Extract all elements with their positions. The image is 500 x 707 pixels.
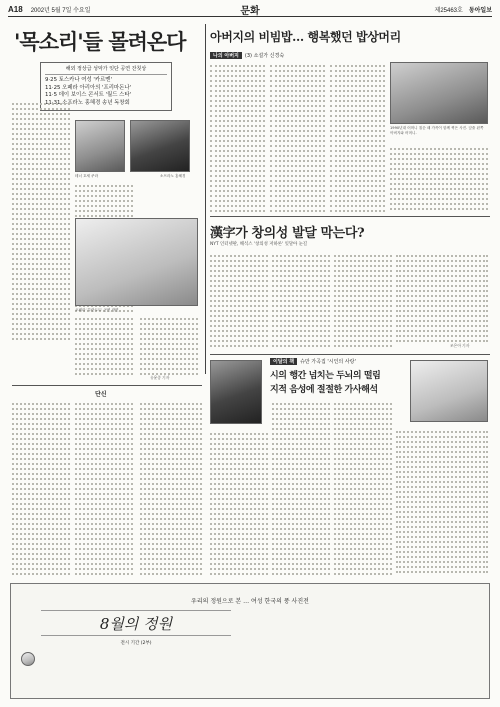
family-photo xyxy=(390,62,488,124)
science-subtitle: NYT 인터넷판, 해석스 '창의성 저하론' 잇달아 눈길 xyxy=(210,242,308,247)
lead-byline: 유윤종 기자 xyxy=(150,376,170,380)
section-divider xyxy=(12,385,202,386)
book-tag-label: 이달의 책 xyxy=(270,358,297,365)
science-byline: 조은아 기자 xyxy=(450,344,470,348)
feature-body-col3 xyxy=(330,62,385,212)
issue-date: 2002년 5월 7일 수요일 xyxy=(30,8,91,14)
opera-scene-photo xyxy=(75,218,198,306)
text-line xyxy=(334,570,392,575)
masthead xyxy=(8,3,492,17)
text-line xyxy=(12,335,70,340)
family-photo-caption: 1990년대 어머니 칠순 때 가족이 함께 찍은 사진. 앞줄 왼쪽 아버지와 어머니. xyxy=(390,126,484,135)
text-line xyxy=(396,337,488,342)
text-line xyxy=(140,370,198,375)
book-body-col1 xyxy=(210,430,268,575)
ad-info: 전시 기간 (2부) xyxy=(120,641,152,646)
text-line xyxy=(390,205,488,210)
lead-body-col3 xyxy=(75,315,133,375)
feature-tag-text: (3) 소설가 신경숙 xyxy=(244,53,285,59)
book-headline-1: 시의 행간 넘치는 두뇌의 떨림 xyxy=(270,371,381,381)
feature-tag xyxy=(210,52,284,59)
text-line xyxy=(210,207,265,212)
lead-body-col1 xyxy=(12,100,70,340)
opera-scene-caption: 오페라 '투란도트' 공연 장면 xyxy=(75,308,119,312)
book-body-col4 xyxy=(396,428,488,575)
book-body-col3 xyxy=(334,400,392,575)
tenor-photo xyxy=(75,120,125,172)
text-line xyxy=(272,570,330,575)
issue-number: 제25463호 xyxy=(434,8,463,14)
section-divider xyxy=(210,354,490,355)
text-line xyxy=(330,207,385,212)
science-body-col1 xyxy=(210,252,268,350)
text-line xyxy=(270,207,325,212)
section-divider xyxy=(210,216,490,217)
singer-photo xyxy=(410,360,488,422)
book-tag xyxy=(270,358,356,365)
brief-col1 xyxy=(12,400,70,575)
text-line xyxy=(334,342,392,347)
tenor-caption: 테너 호세 쿠라 xyxy=(75,174,99,178)
column-divider xyxy=(205,24,206,374)
briefs-header: 단신 xyxy=(95,391,107,398)
text-line xyxy=(210,342,268,347)
schedule-header: 해외 정상급 성악가 잇단 공연 잔칫상 xyxy=(45,66,167,75)
text-line xyxy=(272,342,330,347)
book-headline-2: 지적 음성에 절절한 가사해석 xyxy=(270,385,378,395)
text-line xyxy=(396,568,488,573)
book-cover-photo xyxy=(210,360,262,424)
schedule-item: 9·25 토스카나 여성 '카르멘' xyxy=(45,77,112,84)
feature-body-col2 xyxy=(270,62,325,212)
soprano-caption: 소프라노 홍혜경 xyxy=(160,174,186,178)
feature-tag-label: 나의 아버지 xyxy=(210,52,242,59)
soprano-photo xyxy=(130,120,190,172)
feature-headline: 아버지의 비빔밥… 행복했던 밥상머리 xyxy=(210,30,401,44)
text-line xyxy=(210,570,268,575)
science-body-col2 xyxy=(272,252,330,350)
science-body-col4 xyxy=(396,252,488,342)
schedule-item: 11·5 데이 보이스 콘서트 '월드 스타' xyxy=(45,92,132,99)
brief-col2 xyxy=(75,400,133,575)
ad-emblem xyxy=(21,652,35,666)
book-body-col2 xyxy=(272,400,330,575)
section-title: 문화 xyxy=(240,6,260,17)
feature-body-col1 xyxy=(210,62,265,212)
schedule-item: 11·31 소프라노 홍혜경 송년 독창회 xyxy=(45,99,130,106)
brief-col3 xyxy=(140,400,202,575)
text-line xyxy=(12,570,70,575)
lead-body-col4 xyxy=(140,315,198,375)
ad-title: 8월의 정원 xyxy=(41,610,231,636)
newspaper-name: 동아일보 xyxy=(468,8,492,14)
schedule-item: 11·25 오페라 아리아의 '프리마돈나' xyxy=(45,84,132,91)
ad-detail-col2 xyxy=(371,602,483,694)
ad-kicker: 우리의 정원으로 본 … 여성 한국의 풍 사진전 xyxy=(191,598,309,605)
feature-body-col4 xyxy=(390,145,488,212)
text-line xyxy=(140,570,202,575)
ad-detail-col1 xyxy=(251,602,361,694)
lead-headline: '목소리'들 몰려온다 xyxy=(14,29,186,54)
text-line xyxy=(75,570,133,575)
page-number: A18 xyxy=(8,5,23,14)
science-headline: 漢字가 창의성 발달 막는다? xyxy=(210,226,365,241)
book-tag-text: 슈만 가곡집 '시인의 사랑' xyxy=(300,359,356,365)
text-line xyxy=(75,370,133,375)
science-body-col3 xyxy=(334,252,392,350)
exhibition-ad xyxy=(10,583,490,699)
